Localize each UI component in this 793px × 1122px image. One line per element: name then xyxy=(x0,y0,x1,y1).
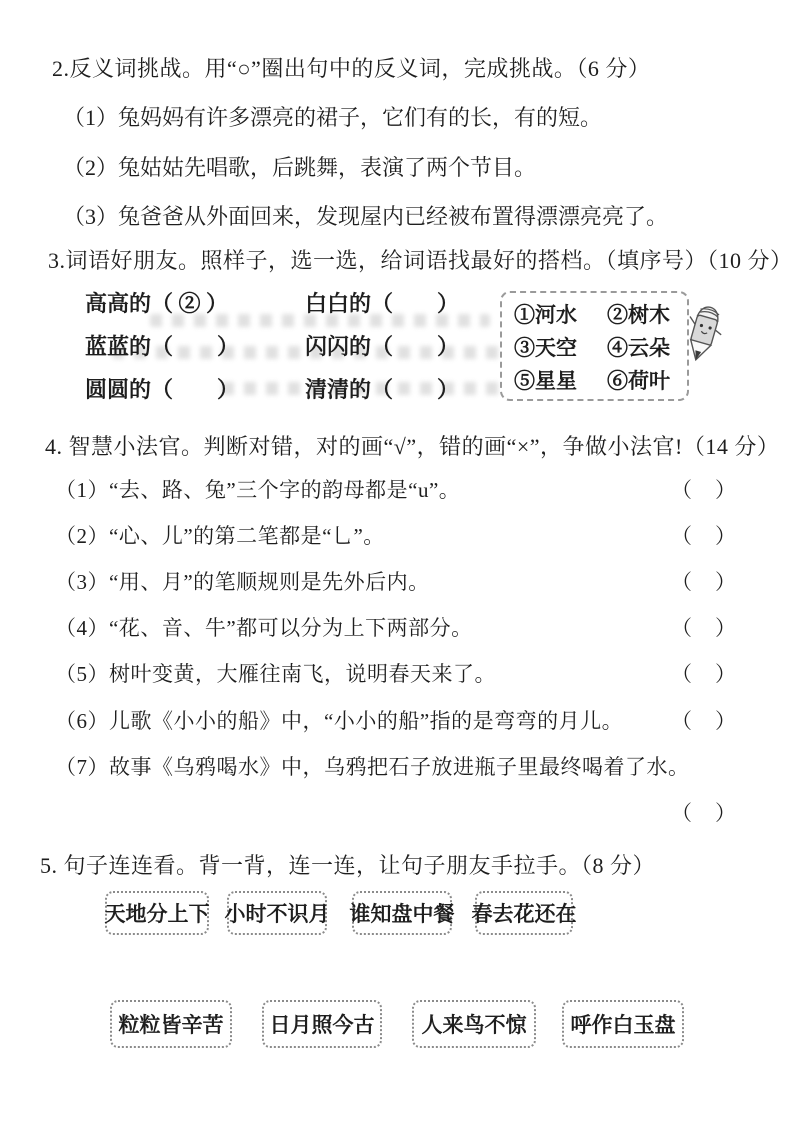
phrase-card: 人来鸟不惊 xyxy=(412,1000,536,1048)
judgment-row xyxy=(55,520,737,550)
answer-bracket: （ ） xyxy=(671,616,737,640)
phrase-card: 春去花还在 xyxy=(475,891,573,935)
judgment-row xyxy=(55,612,737,642)
judgment-statement: （2）“心、儿”的第二笔都是“乚”。 xyxy=(55,524,385,548)
question-2-item-1: （1）兔妈妈有许多漂亮的裙子，它们有的长，有的短。 xyxy=(63,105,603,130)
judgment-row xyxy=(55,474,737,504)
judgment-row-bracket-only xyxy=(55,797,737,827)
judgment-statement: （5）树叶变黄，大雁往南飞，说明春天来了。 xyxy=(55,662,496,686)
answer-bracket: （ ） xyxy=(671,524,737,548)
question-3-heading: 3.词语好朋友。照样子，选一选，给词语找最好的搭档。（填序号）（10 分） xyxy=(48,248,793,273)
answer-bracket: （ ） xyxy=(671,570,737,594)
judgment-statement: （3）“用、月”的笔顺规则是先外后内。 xyxy=(55,570,430,594)
answer-bracket: （ ） xyxy=(671,709,737,733)
judgment-statement: （7）故事《乌鸦喝水》中，乌鸦把石子放进瓶子里最终喝着了水。 xyxy=(55,755,690,779)
phrase-card: 呼作白玉盘 xyxy=(562,1000,684,1048)
word-blank: 蓝蓝的（ ） xyxy=(85,334,240,359)
judgment-row xyxy=(55,751,737,781)
phrase-card: 小时不识月 xyxy=(227,891,327,935)
judgment-row xyxy=(55,566,737,596)
question-2-heading: 2.反义词挑战。用“○”圈出句中的反义词，完成挑战。（6 分） xyxy=(52,56,651,81)
word-blank: 闪闪的（ ） xyxy=(305,334,460,359)
question-2-item-3: （3）兔爸爸从外面回来，发现屋内已经被布置得漂漂亮亮了。 xyxy=(63,204,669,229)
phrase-card: 粒粒皆辛苦 xyxy=(110,1000,232,1048)
option-5: ⑤星星 xyxy=(514,369,577,393)
option-1: ①河水 xyxy=(514,303,577,327)
pencil-mascot-icon xyxy=(680,303,728,365)
question-2-item-2: （2）兔姑姑先唱歌，后跳舞，表演了两个节目。 xyxy=(63,155,537,180)
word-blank: 清清的（ ） xyxy=(305,377,460,402)
judgment-statement: （1）“去、路、兔”三个字的韵母都是“u”。 xyxy=(55,478,461,502)
option-6: ⑥荷叶 xyxy=(607,369,670,393)
answer-bracket: （ ） xyxy=(671,662,737,686)
answer-bracket: （ ） xyxy=(671,478,737,502)
phrase-card: 天地分上下 xyxy=(105,891,209,935)
option-3: ③天空 xyxy=(514,336,577,360)
options-box xyxy=(500,291,689,401)
option-2: ②树木 xyxy=(607,303,670,327)
judgment-statement: （4）“花、音、牛”都可以分为上下两部分。 xyxy=(55,616,473,640)
judgment-row xyxy=(55,705,737,735)
word-blank: 白白的（ ） xyxy=(305,291,460,316)
word-blank: 圆圆的（ ） xyxy=(85,377,240,402)
judgment-row xyxy=(55,658,737,688)
question-4-heading: 4. 智慧小法官。判断对错，对的画“√”，错的画“×”，争做小法官!（14 分） xyxy=(45,434,780,459)
phrase-card: 日月照今古 xyxy=(262,1000,382,1048)
word-blank: 高高的（ ② ） xyxy=(85,291,229,316)
phrase-card: 谁知盘中餐 xyxy=(352,891,452,935)
question-5-heading: 5. 句子连连看。背一背，连一连，让句子朋友手拉手。（8 分） xyxy=(40,853,656,878)
answer-bracket: （ ） xyxy=(671,801,737,825)
option-4: ④云朵 xyxy=(607,336,670,360)
judgment-statement: （6）儿歌《小小的船》中，“小小的船”指的是弯弯的月儿。 xyxy=(55,709,624,733)
